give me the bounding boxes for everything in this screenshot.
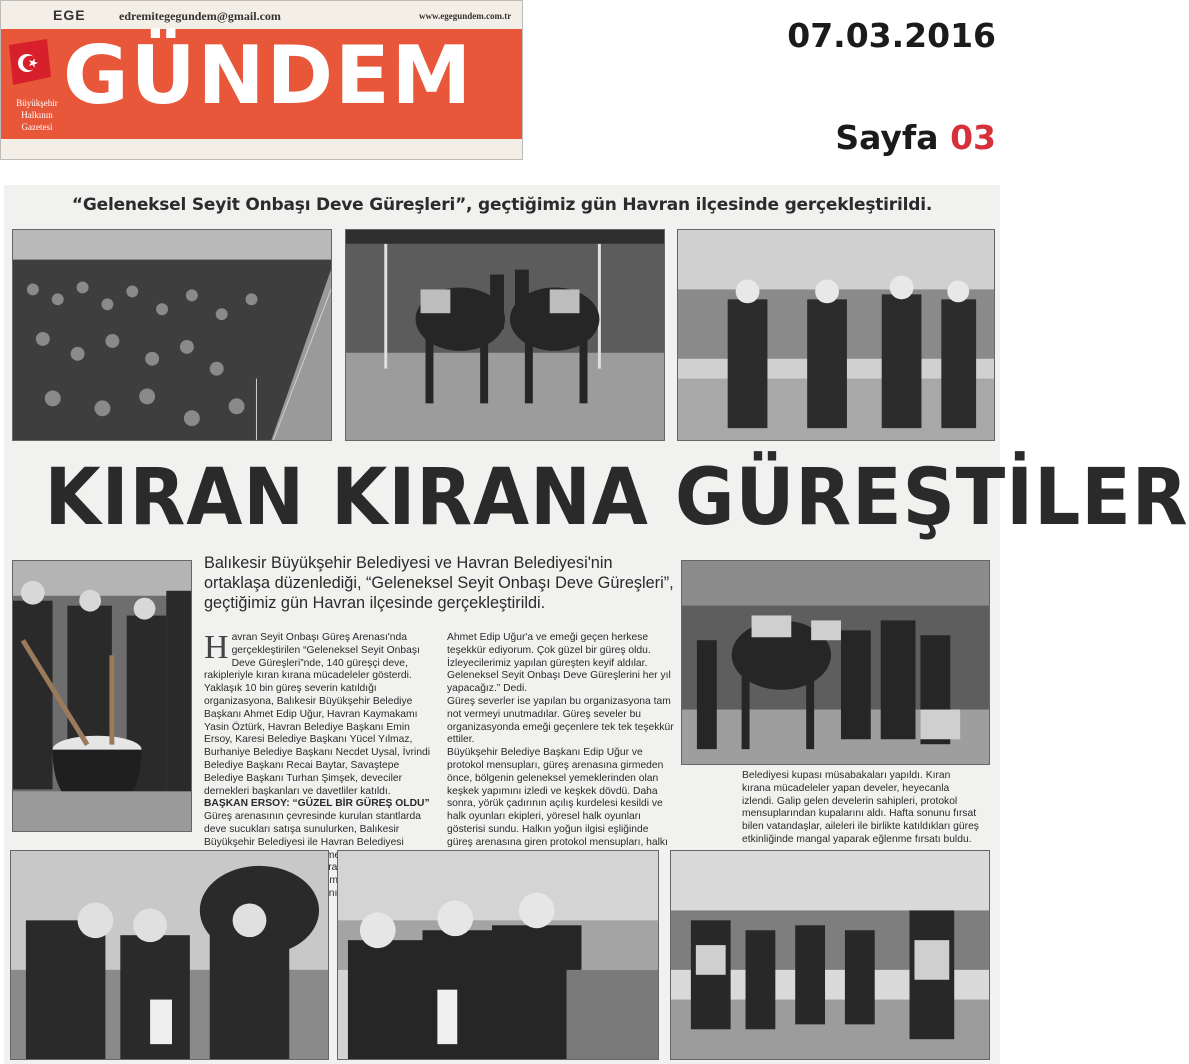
column2-paragraph-1: Ahmet Edip Uğur'a ve emeği geçen herkese teşekkür ediyorum. Çok güzel bir güreş oldu. İzleyecilerimiz yapılan güreşten keyif aldılar. Geleneksel Seyit Onbaşı Deve Güreşlerini her yıl yapacağız.” Dedi. — [447, 632, 671, 695]
masthead-prefix: EGE — [53, 7, 86, 23]
article-headline: KIRAN KIRANA GÜREŞTİLER — [44, 453, 1189, 543]
masthead-title: GÜNDEM — [63, 29, 474, 122]
page-indicator — [835, 118, 996, 157]
photo-caption: “Geleneksel Seyit Onbaşı Deve Güreşleri”, geçtiğimiz gün Havran ilçesinde gerçekleştirildi. — [71, 195, 933, 215]
camel-wrestling-photo — [345, 229, 665, 441]
column1-subheading: BAŞKAN ERSOY: “GÜZEL BİR GÜREŞ OLDU” — [204, 798, 430, 810]
masthead-website: www.egegundem.com.tr — [419, 11, 512, 21]
masthead-email: edremitegegundem@gmail.com — [119, 9, 281, 23]
article-column-3 — [742, 770, 980, 847]
article-lead: Balıkesir Büyükşehir Belediyesi ve Havran Belediyesi'nin ortaklaşa düzenlediği, “Geleneksel Seyit Onbaşı Deve Güreşleri”, geçtiğimiz gün Havran ilçesinde gerçekleştirildi. — [204, 554, 674, 612]
column2-paragraph-3: Büyükşehir Belediye Başkanı Edip Uğur ve protokol mensupları, güreş arenasına girmeden önce, bölgenin geleneksel yemeklerinden olan keşkek yapımını izledi ve keşkek dövdü. Daha sonra, yörük çadırının açılış kurdelesi kesildi ve halk oyunları ekipleri, yöresel halk oyunları gösterisi sundu. Halkın yoğun ilgisi eşliğinde güreş arenasına giren protokol mensupları, halkı — [447, 747, 668, 848]
crowd-photo — [12, 229, 332, 441]
folk-dancers-photo — [670, 850, 990, 1060]
trophy-presentation-photo-1 — [10, 850, 329, 1060]
camel-parade-photo — [681, 560, 990, 765]
officials-walking-photo — [677, 229, 995, 441]
column2-paragraph-2: Güreş severler ise yapılan bu organizasyona tam not vermeyi unutmadılar. Güreş seveler bu organizasyonda emeği geçenlere tek tek teşekkür ettiler. — [447, 695, 674, 746]
newspaper-masthead — [0, 0, 523, 160]
column1-paragraph-2: Güreş arenasının çevresinde kurulan stantlarda deve sucukları satışa sunulurken, Balıkesir Büyükşehir Belediyesi ile Havran Belediyesi yemek olarak Emin — [204, 811, 421, 887]
page-label: Sayfa — [835, 118, 939, 157]
dropcap-letter: H — [204, 629, 229, 666]
trophy-presentation-photo-2 — [337, 850, 659, 1060]
turkish-flag-icon — [7, 37, 53, 89]
issue-date: 07.03.2016 — [787, 16, 996, 55]
masthead-tagline: Büyükşehir Halkının Gazetesi — [16, 98, 58, 132]
column3-paragraph-1: Belediyesi kupası müsabakaları yapıldı. Kıran kırana mücadeleler yapan develer, heyecanla izlendi. Galip gelen develerin sahipleri, protokol mensuplarından kupalarını aldı. Hafta sonunu fırsat bilen vatandaşlar, aileleri ile birlikte katıldıkları güreş etkinliğinde mangal yaparak eğlenme fırsatı buldu. — [742, 770, 979, 845]
page-number: 03 — [950, 118, 996, 157]
column1-paragraph-1: avran Seyit Onbaşı Güreş Arenası'nda gerçekleştirilen “Geleneksel Seyit Onbaşı Deve Güreşleri”nde, 140 güreşçi deve, rakipleriyle kıran kırana mücadeleler gösterdi. Yaklaşık 10 bin güreş severin katıldığı organizasyona, Balıkesir Büyükşehir Belediye Başkanı Ahmet Edip Uğur, Havran Kaymakamı Yasin Öztürk, Havran Belediye Başkanı Emin Ersoy, Karesi Belediye Başkanı Yücel Yılmaz, Burhaniye Belediye Başkanı Necdet Uysal, İvrindi Belediye Başkanı Recai Baytar, Savaştepe Belediye Başkanı Turhan Şimşek, deveciler dernekleri başkanları ve davetliler katıldı. — [204, 632, 431, 797]
keskek-cooking-photo — [12, 560, 192, 832]
